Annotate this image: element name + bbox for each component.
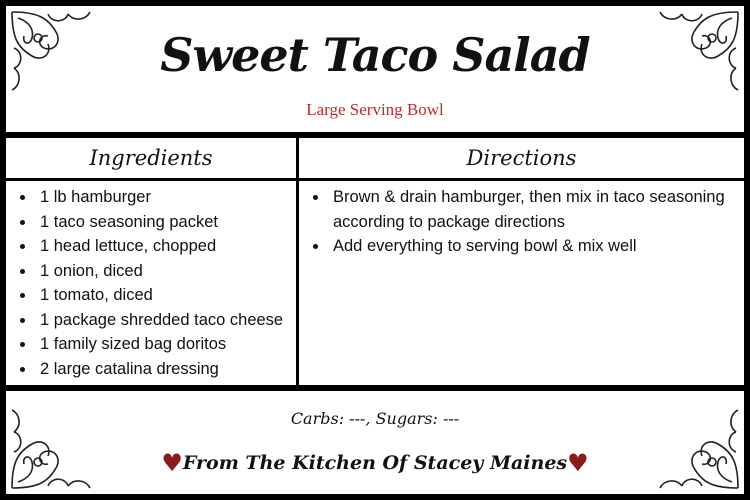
kitchen-credit [6,448,744,477]
heart-icon: ♥ [161,448,183,477]
recipe-table [6,138,744,385]
direction-step: • Add everything to serving bowl & mix well [329,234,738,259]
ingredient-item: • 1 onion, diced [36,259,290,284]
serving-subtitle: Large Serving Bowl [306,100,444,119]
ingredient-item: • 1 package shredded taco cheese [36,308,290,333]
ingredient-item: • 1 tomato, diced [36,283,290,308]
heart-icon: ♥ [567,448,589,477]
ingredient-item: • 1 family sized bag doritos [36,332,290,357]
recipe-title: Sweet Taco Salad [160,28,590,82]
ingredients-list-panel [6,181,296,385]
direction-step: • Brown & drain hamburger, then mix in taco seasoning according to package directions [329,185,738,234]
ingredient-item: • 1 head lettuce, chopped [36,234,290,259]
recipe-header [6,6,744,132]
recipe-footer [6,391,744,494]
ingredients-heading: Ingredients [6,138,296,178]
directions-heading: Directions [299,138,744,178]
ingredient-item: • 2 large catalina dressing [36,357,290,382]
nutrition-info: Carbs: ---, Sugars: --- [290,409,460,428]
ingredients-list [6,181,296,381]
ingredient-item: • 1 lb hamburger [36,185,290,210]
ingredient-item: • 1 taco seasoning packet [36,210,290,235]
kitchen-credit-text: From The Kitchen Of Stacey Maines [182,452,568,474]
directions-list-panel [299,181,744,385]
directions-list [299,181,744,259]
